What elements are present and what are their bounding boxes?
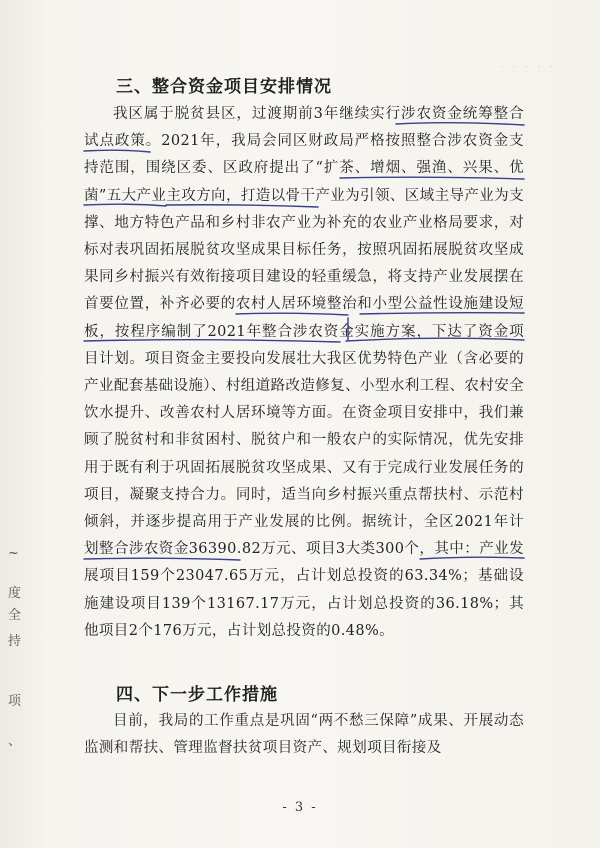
margin-char: ~ xyxy=(8,546,19,561)
pen-underline xyxy=(166,205,318,207)
margin-char: 、 xyxy=(8,734,22,749)
margin-char: 项 xyxy=(8,694,22,709)
section-4-paragraph: 目前，我局的工作重点是巩固“两不愁三保障”成果、开展动态监测和帮扶、管理监督扶贫项目资产、规划项目衔接及 xyxy=(84,713,524,757)
pen-underline xyxy=(396,123,524,125)
pen-underline xyxy=(360,313,524,314)
bleed-through-text: · · · · · xyxy=(500,60,556,75)
pen-underline xyxy=(340,177,524,179)
margin-char: 全 xyxy=(8,608,22,623)
section-4-heading: 四、下一步工作措施 xyxy=(116,685,278,705)
pen-underline xyxy=(346,338,524,341)
section-3-paragraph: 我区属于脱贫县区，过渡期前3年继续实行涉农资金统筹整合试点政策。2021年，我局会同区财政局严格按照整合涉农资金支持范围，围绕区委、区政府提出了“扩茶、增烟、强渔、兴果、优菌”五大产业主攻方向，打造以骨干产业为引领、区域主导产业为支撑、地方特色产品和乡村非农产业为补充的农业产业格局要求，对标对表巩固拓展脱贫攻坚成果目标任务，按照巩固拓展脱贫攻坚成果同乡村振兴有效衔接项目建设的轻重缓急，将支持产业发展摆在首要位置，补齐必要的农村人居环境整治和小型公益性设施建设短板，按程序编制了2021年整合涉农资金实施方案，下达了资金项目计划。项目资金主要投向发展壮大我区优势特色产业（含必要的产业配套基础设施）、村组道路改造修复、小型水利工程、农村安全饮水提升、改善农村人居环境等方面。在资金项目安排中，我们兼顾了脱贫村和非贫困村、脱贫户和一般农户的实际情况，优先安排用于既有利于巩固拓展脱贫攻坚成果、又有于完成行业发展任务的项目，凝聚支持合力。同时，适当向乡村振兴重点帮扶村、示范村倾斜，并逐步提高用于产业发展的比例。据统计，全区2021年计划整合涉农资金36390.82万元、项目3大类300个，其中：产业发展项目159个23047.65万元，占计划总投资的63.34%；基础设施建设项目139个13167.17万元，占计划总投资的36.18%；其他项目2个176万元，占计划总投资的0.48%。 xyxy=(84,106,524,639)
page-number: - 3 - xyxy=(282,800,318,815)
margin-char: 持 xyxy=(8,634,22,649)
pen-underline xyxy=(236,313,348,315)
pen-underline xyxy=(420,557,524,559)
margin-char: 度 xyxy=(8,586,22,601)
pen-underline xyxy=(84,204,166,206)
pen-underline xyxy=(84,340,340,342)
pen-underline xyxy=(84,558,240,560)
section-3-heading: 三、整合资金项目安排情况 xyxy=(116,77,332,97)
pen-underline xyxy=(84,150,150,152)
